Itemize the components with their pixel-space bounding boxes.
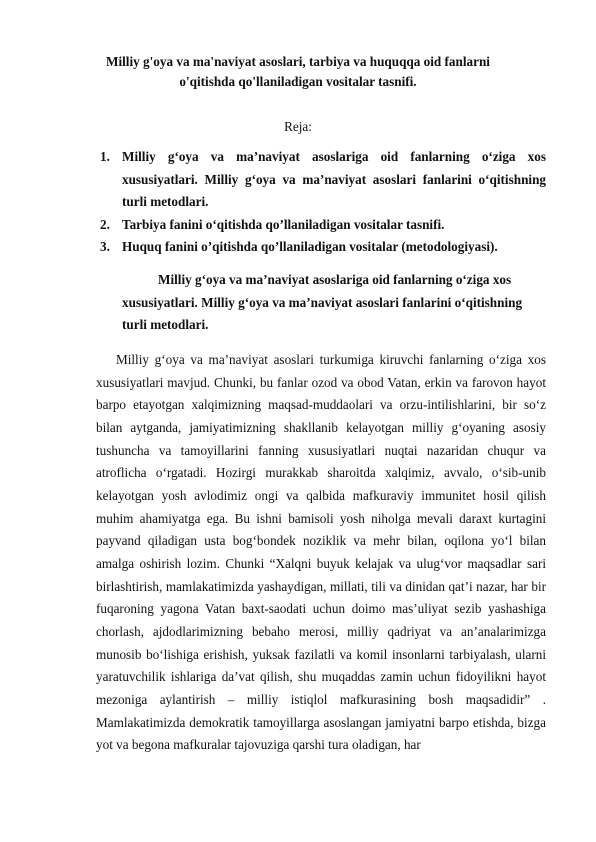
plan-item (100, 214, 546, 237)
body-paragraph: Milliy g‘oya va ma’naviyat asoslari turkumiga kiruvchi fanlarning o‘ziga xos xususiyatlari mavjud. Chunki, bu fanlar ozod va obod Vatan, erkin va farovon hayot barpo etayotgan xalqimizning maqsad-muddaolari va orzu-intilishlarini, bir so‘z bilan aytganda, jamiyatimizning shakllanib kelayotgan milliy g‘oyaning asosiy tushuncha va tamoyillarini fanning xususiyatlari nuqtai nazaridan chuqur va atroflicha o‘rgatadi. Hozirgi murakkab sharoitda xalqimiz, avvalo, o‘sib-unib kelayotgan yosh avlodimiz ongi va qalbida mafkuraviy immunitet hosil qilish muhim ahamiyatga ega. Bu ishni bamisoli yosh niholga mevali daraxt kurtagini payvand qiladigan usta bog‘bondek noziklik va mehr bilan, oqilona yo‘l bilan amalga oshirish lozim. Chunki “Xalqni buyuk kelajak va ulug‘vor maqsadlar sari birlashtirish, mamlakatimizda yashaydigan, millati, tili va dinidan qat’i nazar, har bir fuqaroning yagona Vatan baxt-saodati uchun doimo mas’uliyat sezib yashashiga chorlash, ajdodlarimizning bebaho merosi, milliy qadriyat va an’analarimizga munosib bo‘lishiga erishish, yuksak fazilatli va komil insonlarni tarbiyalash, ularni yaratuvchilik ishlariga da’vat qilish, shu muqaddas zamin uchun fidoyilikni hayot mezoniga aylantirish – milliy istiqlol mafkurasining bosh maqsadidir” . Mamlakatimizda demokratik tamoyillarga asoslangan jamiyatni barpo etishda, bizga yot va begona mafkuralar tajovuziga qarshi tura oladigan, har (96, 352, 546, 753)
section-heading: Milliy g‘oya va ma’naviyat asoslariga oid fanlarning o‘ziga xos xususiyatlari. Milliy g‘oya va ma’naviyat asoslari fanlarini o‘qitishning turli metodlari. (122, 272, 523, 332)
plan-item-number: 3. (100, 239, 110, 254)
plan-label: Reja: (284, 119, 312, 134)
plan-item (100, 236, 546, 259)
plan-item-text: Huquq fanini o’qitishda qo’llaniladigan vositalar (metodologiyasi). (122, 239, 498, 254)
document-title: Milliy g'oya va ma'naviyat asoslari, tarbiya va huquqqa oid fanlarni o'qitishda qo'llaniladigan vositalar tasnifi. (106, 54, 490, 89)
plan-item-number: 1. (100, 149, 110, 164)
plan-list (100, 146, 546, 259)
plan-item-text: Tarbiya fanini o‘qitishda qo’llaniladigan vositalar tasnifi. (122, 216, 445, 232)
plan-item-text: Milliy g‘oya va ma’naviyat asoslariga oid fanlarning o‘ziga xos xususiyatlari. Milliy g‘oya va ma’naviyat asoslari fanlarini o‘qitishning turli metodlari. (122, 149, 546, 209)
plan-item-number: 2. (100, 216, 110, 232)
plan-item (100, 146, 546, 214)
